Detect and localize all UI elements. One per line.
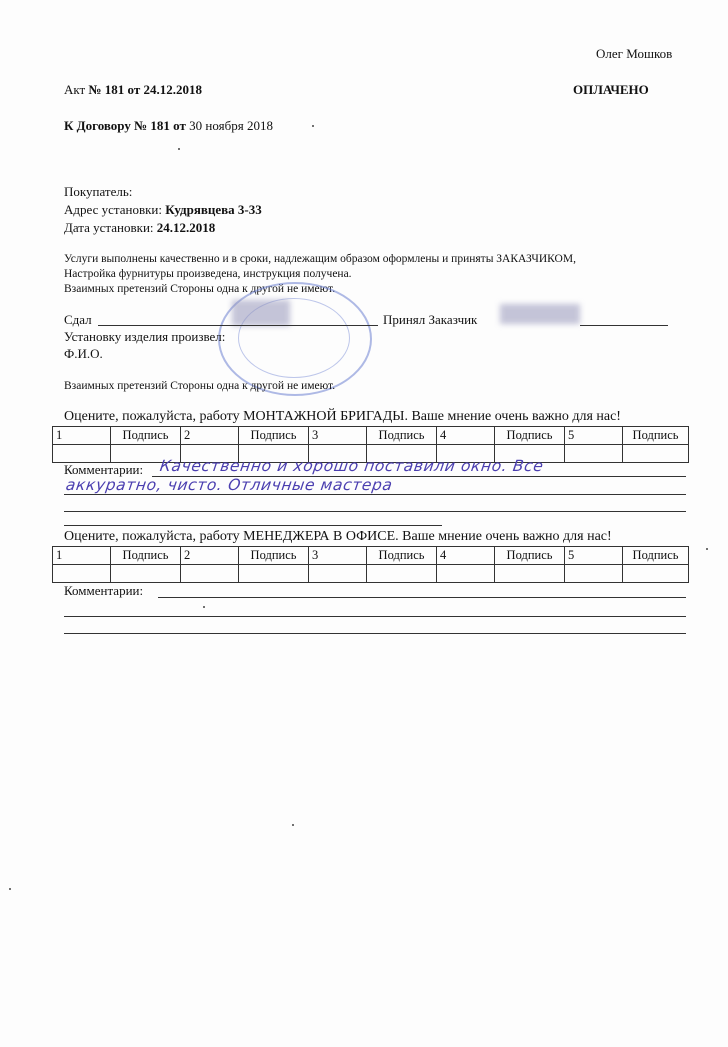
manager-rating-blank-row [53, 565, 689, 583]
manager-cell[interactable] [437, 565, 495, 583]
redacted-customer-signature [500, 304, 580, 324]
act-title: Акт № 181 от 24.12.2018 [64, 82, 202, 97]
team-comments-label: Комментарии: [64, 462, 144, 477]
services-line-2: Настройка фурнитуры произведена, инструкция получена. [64, 268, 352, 280]
team-survey-title: Оцените, пожалуйста, работу МОНТАЖНОЙ БРИГАДЫ. Ваше мнение очень важно для нас! [64, 409, 621, 424]
install-date-line: Дата установки: 24.12.2018 [64, 220, 216, 235]
manager-cell[interactable] [309, 565, 367, 583]
scan-speck [292, 824, 294, 826]
act-number: № 181 от 24.12.2018 [88, 82, 202, 97]
paid-status: ОПЛАЧЕНО [573, 82, 649, 97]
services-line-3: Взаимных претензий Стороны одна к другой не имеют. [64, 283, 336, 295]
manager-comment-line-2 [64, 616, 686, 617]
manager-rating-4[interactable]: 4 [437, 547, 495, 565]
manager-rating-3[interactable]: 3 [309, 547, 367, 565]
manager-sign-1: Подпись [111, 547, 181, 565]
team-sign-5: Подпись [623, 427, 689, 445]
team-rating-2[interactable]: 2 [181, 427, 239, 445]
manager-sign-5: Подпись [623, 547, 689, 565]
manager-rating-table [52, 546, 689, 583]
team-rating-3[interactable]: 3 [309, 427, 367, 445]
team-rating-5[interactable]: 5 [565, 427, 623, 445]
manager-cell[interactable] [53, 565, 111, 583]
manager-comments-label: Комментарии: [64, 583, 144, 598]
scan-speck [178, 148, 180, 150]
accepted-label: Принял Заказчик [383, 312, 478, 327]
install-date-value: 24.12.2018 [156, 220, 216, 235]
team-comment-line-4 [64, 525, 442, 526]
team-rating-1[interactable]: 1 [53, 427, 111, 445]
accepted-signature-line [580, 325, 668, 326]
manager-sign-4: Подпись [495, 547, 565, 565]
customer-name: Олег Мошков [596, 46, 673, 61]
manager-cell[interactable] [111, 565, 181, 583]
redacted-signature [232, 300, 290, 326]
manager-comment-line-3 [64, 633, 686, 634]
contract-line: К Договору № 181 от 30 ноября 2018 [64, 118, 273, 133]
team-comment-line-2 [64, 494, 686, 495]
manager-cell[interactable] [565, 565, 623, 583]
team-sign-2: Подпись [239, 427, 309, 445]
team-cell[interactable] [53, 445, 111, 463]
no-claims-text: Взаимных претензий Стороны одна к другой не имеют. [64, 380, 336, 392]
handed-signature-line [98, 325, 378, 326]
team-comment-line-3 [64, 511, 686, 512]
manager-sign-2: Подпись [239, 547, 309, 565]
manager-rating-2[interactable]: 2 [181, 547, 239, 565]
scan-speck [706, 548, 708, 550]
scan-speck [312, 125, 314, 127]
handwritten-comment-1: Качественно и хорошо поставили окно. Все [158, 457, 545, 475]
buyer-label: Покупатель: [64, 184, 133, 199]
scan-speck [203, 606, 205, 608]
manager-sign-3: Подпись [367, 547, 437, 565]
team-cell[interactable] [623, 445, 689, 463]
team-rating-header-row [53, 427, 689, 445]
team-sign-3: Подпись [367, 427, 437, 445]
address-line: Адрес установки: Кудрявцева 3-33 [64, 202, 262, 217]
contract-date: 30 ноября 2018 [189, 118, 273, 133]
manager-cell[interactable] [623, 565, 689, 583]
scan-speck [9, 888, 11, 890]
handed-label: Сдал [64, 312, 92, 327]
handwritten-comment-2: аккуратно, чисто. Отличные мастера [64, 476, 394, 494]
manager-comment-line-1 [158, 597, 686, 598]
manager-cell[interactable] [495, 565, 565, 583]
manager-rating-header-row [53, 547, 689, 565]
team-sign-4: Подпись [495, 427, 565, 445]
services-line-1: Услуги выполнены качественно и в сроки, надлежащим образом оформлены и приняты ЗАКАЗЧИКОМ, [64, 253, 576, 265]
manager-rating-5[interactable]: 5 [565, 547, 623, 565]
manager-cell[interactable] [239, 565, 309, 583]
manager-survey-title: Оцените, пожалуйста, работу МЕНЕДЖЕРА В ОФИСЕ. Ваше мнение очень важно для нас! [64, 529, 612, 544]
team-cell[interactable] [565, 445, 623, 463]
manager-cell[interactable] [367, 565, 437, 583]
fio-label: Ф.И.О. [64, 346, 103, 361]
install-label: Установку изделия произвел: [64, 329, 226, 344]
address-value: Кудрявцева 3-33 [165, 202, 262, 217]
manager-rating-1[interactable]: 1 [53, 547, 111, 565]
manager-cell[interactable] [181, 565, 239, 583]
team-rating-4[interactable]: 4 [437, 427, 495, 445]
team-sign-1: Подпись [111, 427, 181, 445]
